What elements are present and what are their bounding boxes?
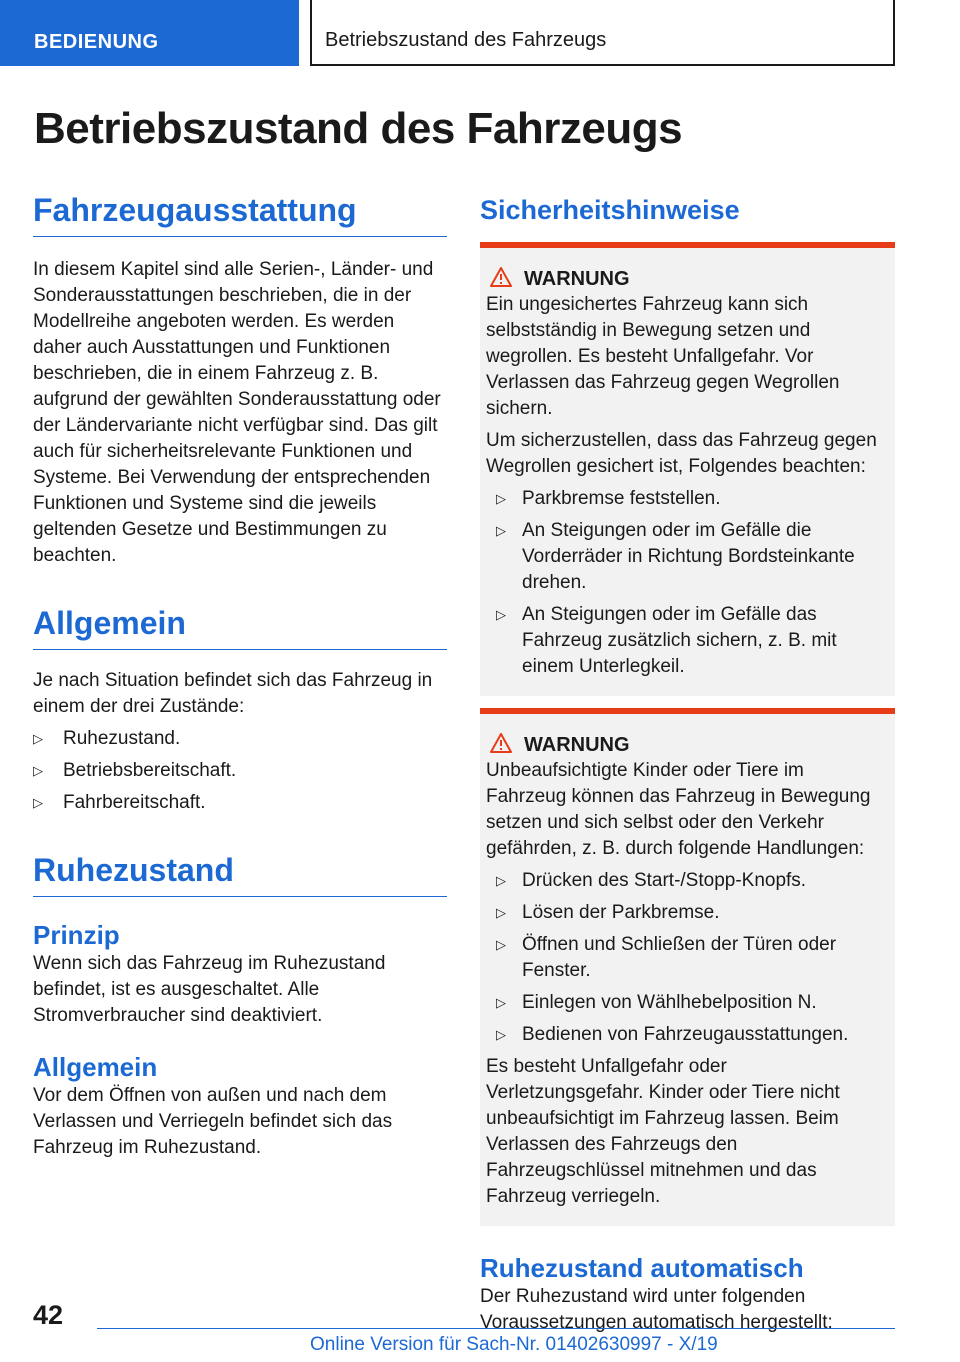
chapter-title: Betriebszustand des Fahrzeugs — [310, 0, 895, 66]
triangle-right-icon: ▷ — [496, 905, 506, 920]
list-item: ▷ Drücken des Start-/Stopp-Knopfs. — [486, 868, 887, 894]
warning-triangle-icon — [490, 733, 512, 753]
warning-text: Um sicherzustellen, dass das Fahrzeug gegen Wegrollen gesichert ist, Folgendes beachten: — [486, 430, 877, 477]
page-header — [0, 0, 960, 66]
page-number: 42 — [33, 1300, 64, 1330]
warning-box-wegrollen — [480, 242, 895, 696]
footer-divider — [97, 1328, 895, 1329]
paragraph-allgemein: Je nach Situation befindet sich das Fahrzeug in einem der drei Zustände: — [33, 670, 433, 717]
heading-fahrzeugausstattung: Fahrzeugausstattung — [33, 190, 447, 237]
warning-text: Unbeaufsichtigte Kinder oder Tiere im Fahrzeug können das Fahrzeug in Bewegung setzen und sich selbst oder den Verkehr gefährden, z. B. durch folgende Handlungen: — [486, 760, 871, 859]
heading-ruhezustand: Ruhezustand — [33, 850, 447, 897]
triangle-right-icon: ▷ — [496, 873, 506, 888]
page-title: Betriebszustand des Fahrzeugs — [34, 104, 683, 153]
heading-prinzip: Prinzip — [33, 920, 120, 950]
list-item: ▷ Fahrbereitschaft. — [33, 790, 447, 816]
list-item: ▷ Lösen der Parkbremse. — [486, 900, 887, 926]
heading-allgemein-ruhezustand: Allgemein — [33, 1052, 158, 1082]
paragraph-prinzip: Wenn sich das Fahrzeug im Ruhezustand befindet, ist es ausgeschaltet. Alle Stromverbraucher sind deaktiviert. — [33, 953, 386, 1026]
list-item: ▷ An Steigungen oder im Gefälle die Vorderräder in Richtung Bordsteinkante drehen. — [496, 520, 855, 593]
warning-text: Ein ungesichertes Fahrzeug kann sich selbstständig in Bewegung setzen und wegrollen. Es besteht Unfallgefahr. Vor Verlassen das Fahrzeug gegen Wegrollen sichern. — [486, 294, 840, 419]
triangle-right-icon: ▷ — [33, 795, 43, 810]
paragraph-ausstattung: In diesem Kapitel sind alle Serien-, Länder- und Sonderausstattungen beschrieben, die in der Modellreihe angeboten werden. Es werden daher auch Ausstattungen und Funktionen beschrieben, die in einem Fahrzeug z. B. aufgrund der gewählten Sonderausstattung oder der Ländervariante nicht verfügbar sind. Das gilt auch für sicherheitsrelevante Funktionen und Systeme. Bei Verwendung der entsprechenden Funktionen und Systeme sind die jeweils geltenden Gesetze und Bestimmungen zu beachten. — [33, 259, 441, 566]
heading-ruhezustand-automatisch: Ruhezustand automatisch — [480, 1253, 804, 1283]
warning-list — [486, 868, 887, 1048]
warning-label: WARNUNG — [486, 732, 887, 758]
heading-allgemein: Allgemein — [33, 603, 447, 650]
triangle-right-icon: ▷ — [33, 763, 43, 778]
triangle-right-icon: ▷ — [496, 523, 506, 538]
zustaende-list — [33, 726, 447, 816]
list-item: ▷ Betriebsbereitschaft. — [33, 758, 447, 784]
heading-sicherheitshinweise: Sicherheitshinweise — [480, 195, 740, 225]
triangle-right-icon: ▷ — [496, 995, 506, 1010]
footer-version-text: Online Version für Sach-Nr. 01402630997 - X/19 — [310, 1334, 718, 1355]
triangle-right-icon: ▷ — [496, 607, 506, 622]
list-item: ▷ Öffnen und Schließen der Türen oder Fenster. — [496, 934, 837, 981]
warning-text: Es besteht Unfallgefahr oder Verletzungsgefahr. Kinder oder Tiere nicht unbeaufsichtigt im Fahrzeug lassen. Beim Verlassen des Fahrzeugs den Fahrzeugschlüssel mitnehmen und das Fahrzeug verriegeln. — [486, 1056, 840, 1207]
warning-triangle-icon — [490, 267, 512, 287]
triangle-right-icon: ▷ — [33, 731, 43, 746]
right-column — [480, 190, 895, 1336]
paragraph-ruhezustand-automatisch: Der Ruhezustand wird unter folgenden Voraussetzungen automatisch hergestellt: — [480, 1286, 833, 1333]
warning-label: WARNUNG — [486, 266, 887, 292]
warning-box-kinder — [480, 708, 895, 1226]
list-item: ▷ Parkbremse feststellen. — [486, 486, 887, 512]
list-item: ▷ Einlegen von Wählhebelposition N. — [486, 990, 887, 1016]
warning-list — [486, 486, 887, 680]
list-item: ▷ Bedienen von Fahrzeugausstattungen. — [486, 1022, 887, 1048]
list-item: ▷ An Steigungen oder im Gefälle das Fahrzeug zusätzlich sichern, z. B. mit einem Unterlegkeil. — [496, 604, 837, 677]
list-item: ▷ Ruhezustand. — [33, 726, 447, 752]
section-tab: BEDIENUNG — [0, 0, 299, 66]
triangle-right-icon: ▷ — [496, 1027, 506, 1042]
left-column — [33, 190, 447, 1161]
triangle-right-icon: ▷ — [496, 937, 506, 952]
triangle-right-icon: ▷ — [496, 491, 506, 506]
paragraph-allgemein-ruhezustand: Vor dem Öffnen von außen und nach dem Verlassen und Verriegeln befindet sich das Fahrzeug im Ruhezustand. — [33, 1085, 393, 1158]
